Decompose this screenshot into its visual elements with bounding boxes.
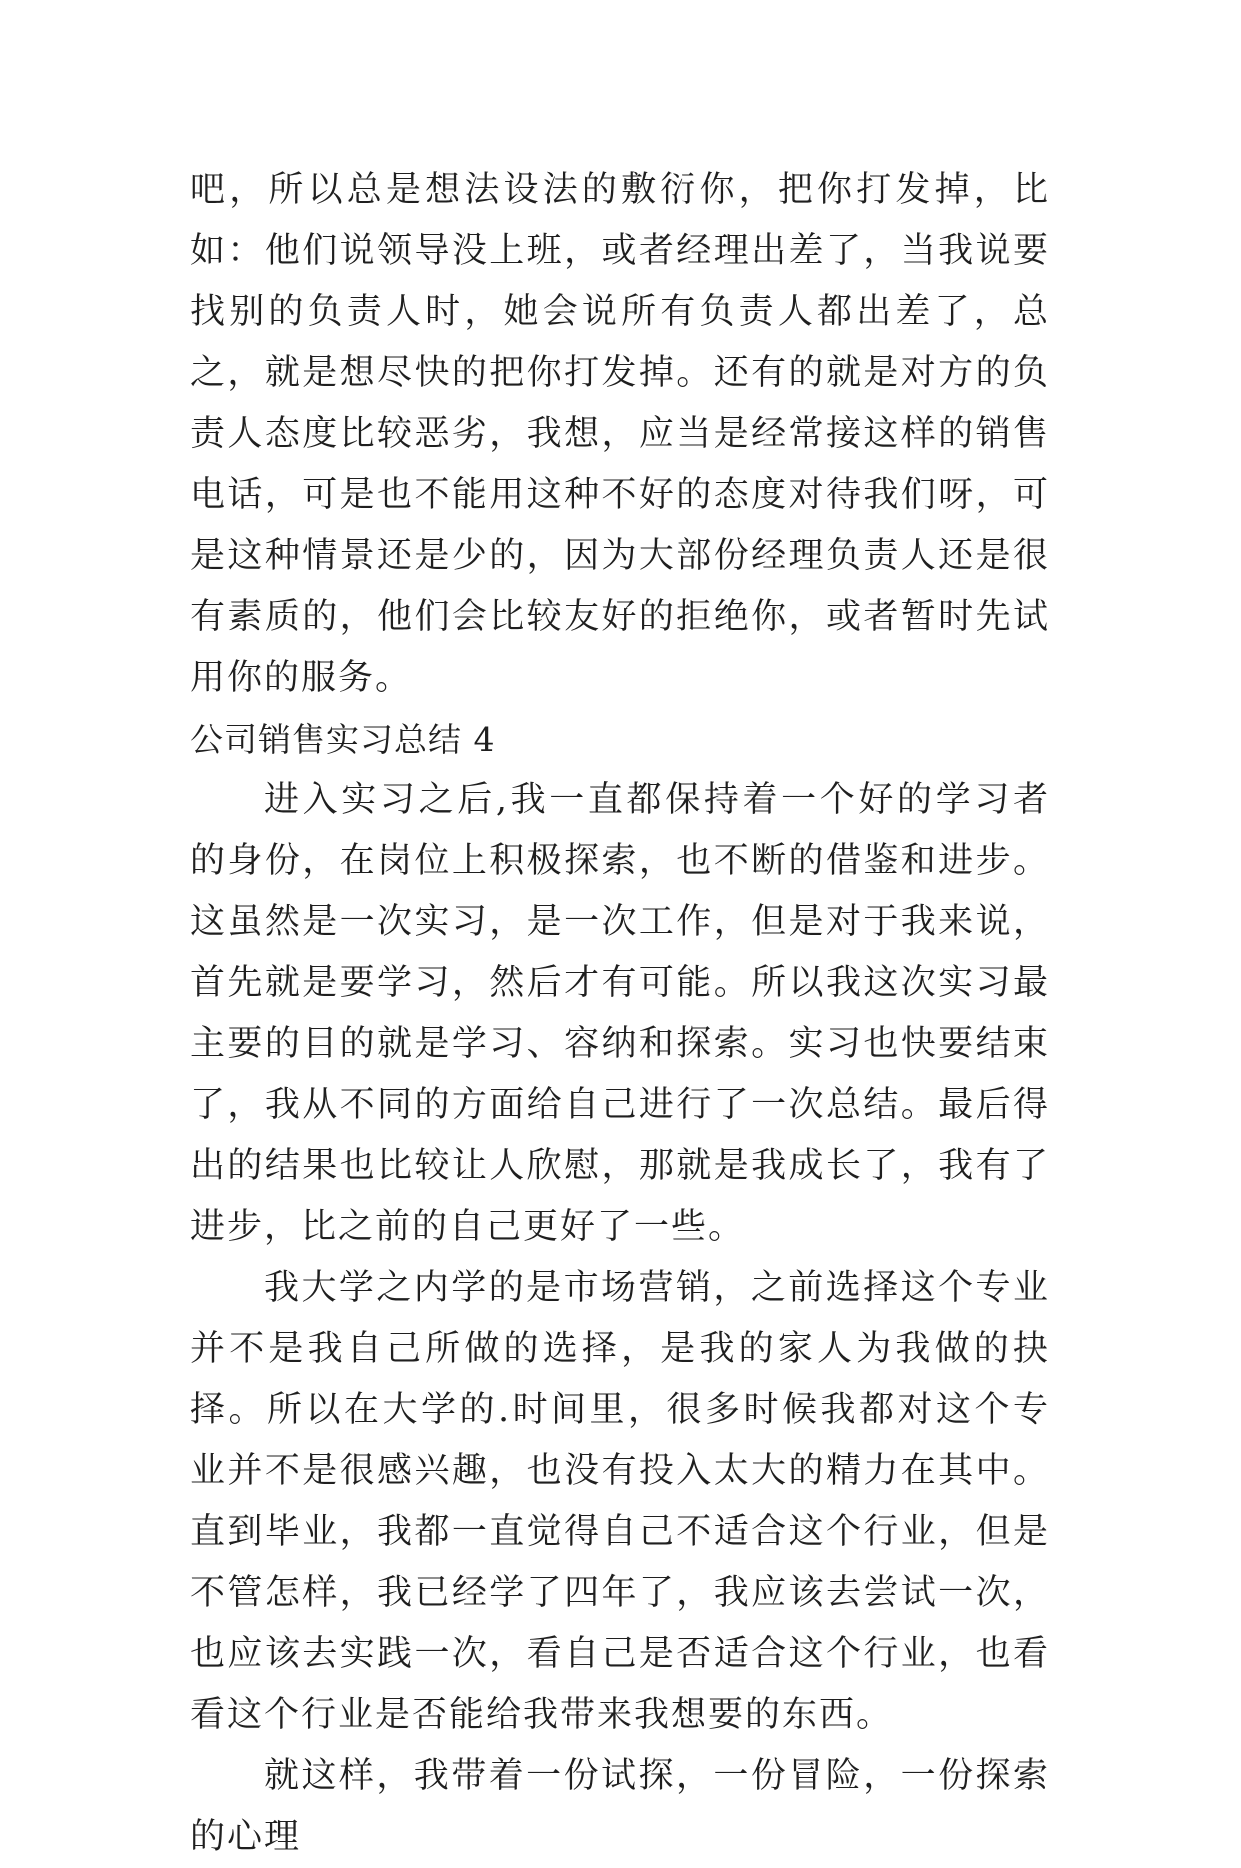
section-heading: 公司销售实习总结 4 [190, 720, 496, 759]
paragraph-major: 我大学之内学的是市场营销，之前选择这个专业并不是我自己所做的选择，是我的家人为我做的抉择。所以在大学的.时间里，很多时候我都对这个专业并不是很感兴趣，也没有投入太大的精力在其中。直到毕业，我都一直觉得自己不适合这个行业，但是不管怎样，我已经学了四年了，我应该去尝试一次，也应该去实践一次，看自己是否适合这个行业，也看看这个行业是否能给我带来我想要的东西。 [190, 1268, 1050, 1735]
document-body [190, 160, 1050, 1868]
paragraph-exploration: 就这样，我带着一份试探，一份冒险，一份探索的心理 [190, 1756, 1050, 1857]
paragraph-internship-start: 进入实习之后,我一直都保持着一个好的学习者的身份，在岗位上积极探索，也不断的借鉴和进步。这虽然是一次实习，是一次工作，但是对于我来说，首先就是要学习，然后才有可能。所以我这次实习最主要的目的就是学习、容纳和探索。实习也快要结束了，我从不同的方面给自己进行了一次总结。最后得出的结果也比较让人欣慰，那就是我成长了，我有了进步，比之前的自己更好了一些。 [190, 780, 1050, 1247]
paragraph-continued: 吧，所以总是想法设法的敷衍你，把你打发掉，比如：他们说领导没上班，或者经理出差了，当我说要找别的负责人时，她会说所有负责人都出差了，总之，就是想尽快的把你打发掉。还有的就是对方的负责人态度比较恶劣，我想，应当是经常接这样的销售电话，可是也不能用这种不好的态度对待我们呀，可是这种情景还是少的，因为大部份经理负责人还是很有素质的，他们会比较友好的拒绝你，或者暂时先试用你的服务。 [190, 170, 1050, 698]
